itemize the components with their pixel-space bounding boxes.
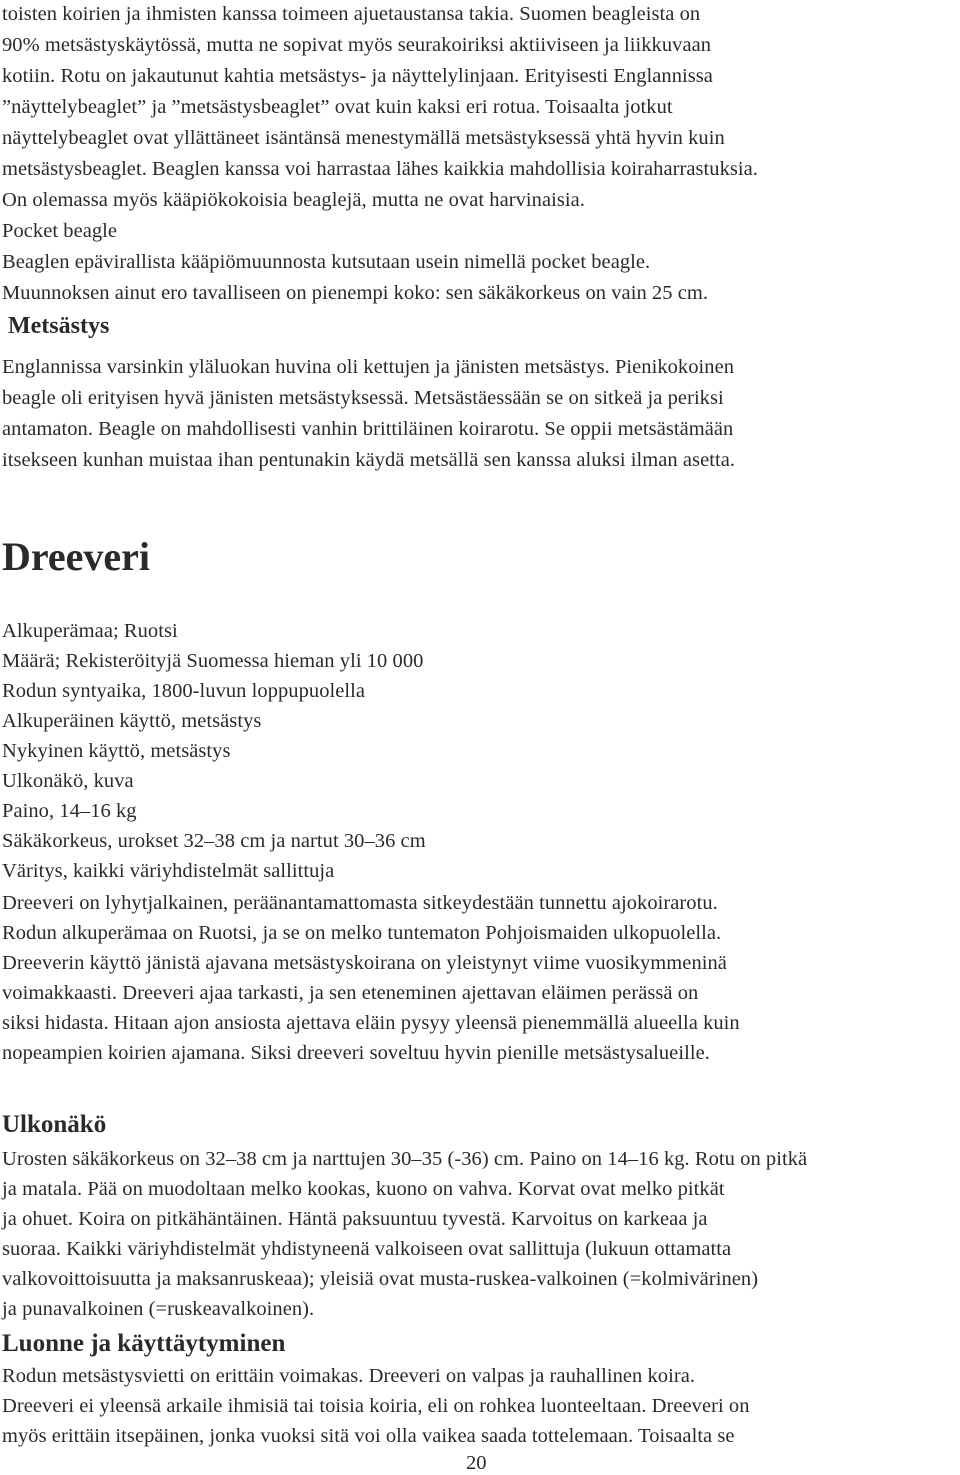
paragraph-line: suoraa. Kaikki väriyhdistelmät yhdistyneenä valkoiseen ovat sallittuja (lukuun ottamatta bbox=[2, 1238, 732, 1260]
paragraph-line: Dreeverin käyttö jänistä ajavana metsästyskoirana on yleistynyt viime vuosikymmeninä bbox=[2, 952, 727, 974]
paragraph-line: Rodun metsästysvietti on erittäin voimakas. Dreeveri on valpas ja rauhallinen koira. bbox=[2, 1365, 696, 1387]
paragraph-line: Dreeveri ei yleensä arkaile ihmisiä tai toisia koiria, eli on rohkea luonteeltaan. Dreeveri on bbox=[2, 1395, 750, 1417]
fact-line: Paino, 14–16 kg bbox=[2, 800, 137, 822]
paragraph-line: Rodun alkuperämaa on Ruotsi, ja se on melko tuntematon Pohjoismaiden ulkopuolella. bbox=[2, 922, 722, 944]
fact-line: Väritys, kaikki väriyhdistelmät sallittuja bbox=[2, 860, 335, 882]
paragraph-line: 90% metsästyskäytössä, mutta ne sopivat myös seurakoiriksi aktiiviseen ja liikkuvaan bbox=[2, 34, 712, 56]
paragraph-line: valkovoittoisuutta ja maksanruskeaa); yleisiä ovat musta-ruskea-valkoinen (=kolmivärinen) bbox=[2, 1268, 759, 1290]
page-title-dreeveri: Dreeveri bbox=[2, 534, 151, 579]
paragraph-line: metsästysbeaglet. Beaglen kanssa voi harrastaa lähes kaikkia mahdollisia koiraharrastuksia. bbox=[2, 158, 758, 180]
paragraph-line: antamaton. Beagle on mahdollisesti vanhin brittiläinen koirarotu. Se oppii metsästämään bbox=[2, 418, 734, 440]
paragraph-line: siksi hidasta. Hitaan ajon ansiosta ajettava eläin pysyy yleensä pienemmällä alueella kuin bbox=[2, 1012, 740, 1034]
fact-line: Ulkonäkö, kuva bbox=[2, 770, 134, 792]
paragraph-line: Englannissa varsinkin yläluokan huvina oli kettujen ja jänisten metsästys. Pienikokoinen bbox=[2, 356, 735, 378]
section-heading-luonne: Luonne ja käyttäytyminen bbox=[2, 1330, 286, 1357]
paragraph-line: beagle oli erityisen hyvä jänisten metsästyksessä. Metsästäessään se on sitkeä ja periksi bbox=[2, 387, 724, 409]
fact-line: Säkäkorkeus, urokset 32–38 cm ja nartut 30–36 cm bbox=[2, 830, 426, 852]
paragraph-line: näyttelybeaglet ovat yllättäneet isäntänsä menestymällä metsästyksessä yhtä hyvin kuin bbox=[2, 127, 725, 149]
fact-line: Nykyinen käyttö, metsästys bbox=[2, 740, 231, 762]
section-heading-ulkonako: Ulkonäkö bbox=[2, 1111, 107, 1138]
paragraph-line: nopeampien koirien ajamana. Siksi dreeveri soveltuu hyvin pienille metsästysalueille. bbox=[2, 1042, 710, 1064]
fact-line: Määrä; Rekisteröityjä Suomessa hieman yli 10 000 bbox=[2, 650, 424, 672]
paragraph-line: ja ohuet. Koira on pitkähäntäinen. Häntä paksuuntuu tyvestä. Karvoitus on karkeaa ja bbox=[2, 1208, 708, 1230]
fact-line: Alkuperämaa; Ruotsi bbox=[2, 620, 178, 642]
paragraph-line: ”näyttelybeaglet” ja ”metsästysbeaglet” ovat kuin kaksi eri rotua. Toisaalta jotkut bbox=[2, 96, 673, 118]
paragraph-line: On olemassa myös kääpiökokoisia beaglejä, mutta ne ovat harvinaisia. bbox=[2, 189, 585, 211]
paragraph-line: Muunnoksen ainut ero tavalliseen on pienempi koko: sen säkäkorkeus on vain 25 cm. bbox=[2, 282, 709, 304]
page-number: 20 bbox=[466, 1452, 487, 1474]
paragraph-line: Beaglen epävirallista kääpiömuunnosta kutsutaan usein nimellä pocket beagle. bbox=[2, 251, 651, 273]
paragraph-line: kotiin. Rotu on jakautunut kahtia metsästys- ja näyttelylinjaan. Erityisesti Englannissa bbox=[2, 65, 713, 87]
fact-line: Rodun syntyaika, 1800-luvun loppupuolella bbox=[2, 680, 366, 702]
paragraph-line: voimakkaasti. Dreeveri ajaa tarkasti, ja sen eteneminen ajettavan eläimen perässä on bbox=[2, 982, 699, 1004]
paragraph-line: Urosten säkäkorkeus on 32–38 cm ja narttujen 30–35 (-36) cm. Paino on 14–16 kg. Rotu on pitkä bbox=[2, 1148, 808, 1170]
fact-line: Alkuperäinen käyttö, metsästys bbox=[2, 710, 262, 732]
paragraph-line: ja punavalkoinen (=ruskeavalkoinen). bbox=[2, 1298, 315, 1320]
paragraph-line: Dreeveri on lyhytjalkainen, peräänantamattomasta sitkeydestään tunnettu ajokoirarotu. bbox=[2, 892, 718, 914]
paragraph-line: ja matala. Pää on muodoltaan melko kookas, kuono on vahva. Korvat ovat melko pitkät bbox=[2, 1178, 725, 1200]
pocket-beagle-title: Pocket beagle bbox=[2, 220, 118, 242]
paragraph-line: myös erittäin itsepäinen, jonka vuoksi sitä voi olla vaikea saada tottelemaan. Toisaalta se bbox=[2, 1425, 735, 1447]
paragraph-line: toisten koirien ja ihmisten kanssa toimeen ajuetaustansa takia. Suomen beagleista on bbox=[2, 3, 701, 25]
section-heading-metsastys: Metsästys bbox=[8, 313, 110, 339]
paragraph-line: itsekseen kunhan muistaa ihan pentunakin käydä metsällä sen kanssa aluksi ilman asetta. bbox=[2, 449, 736, 471]
